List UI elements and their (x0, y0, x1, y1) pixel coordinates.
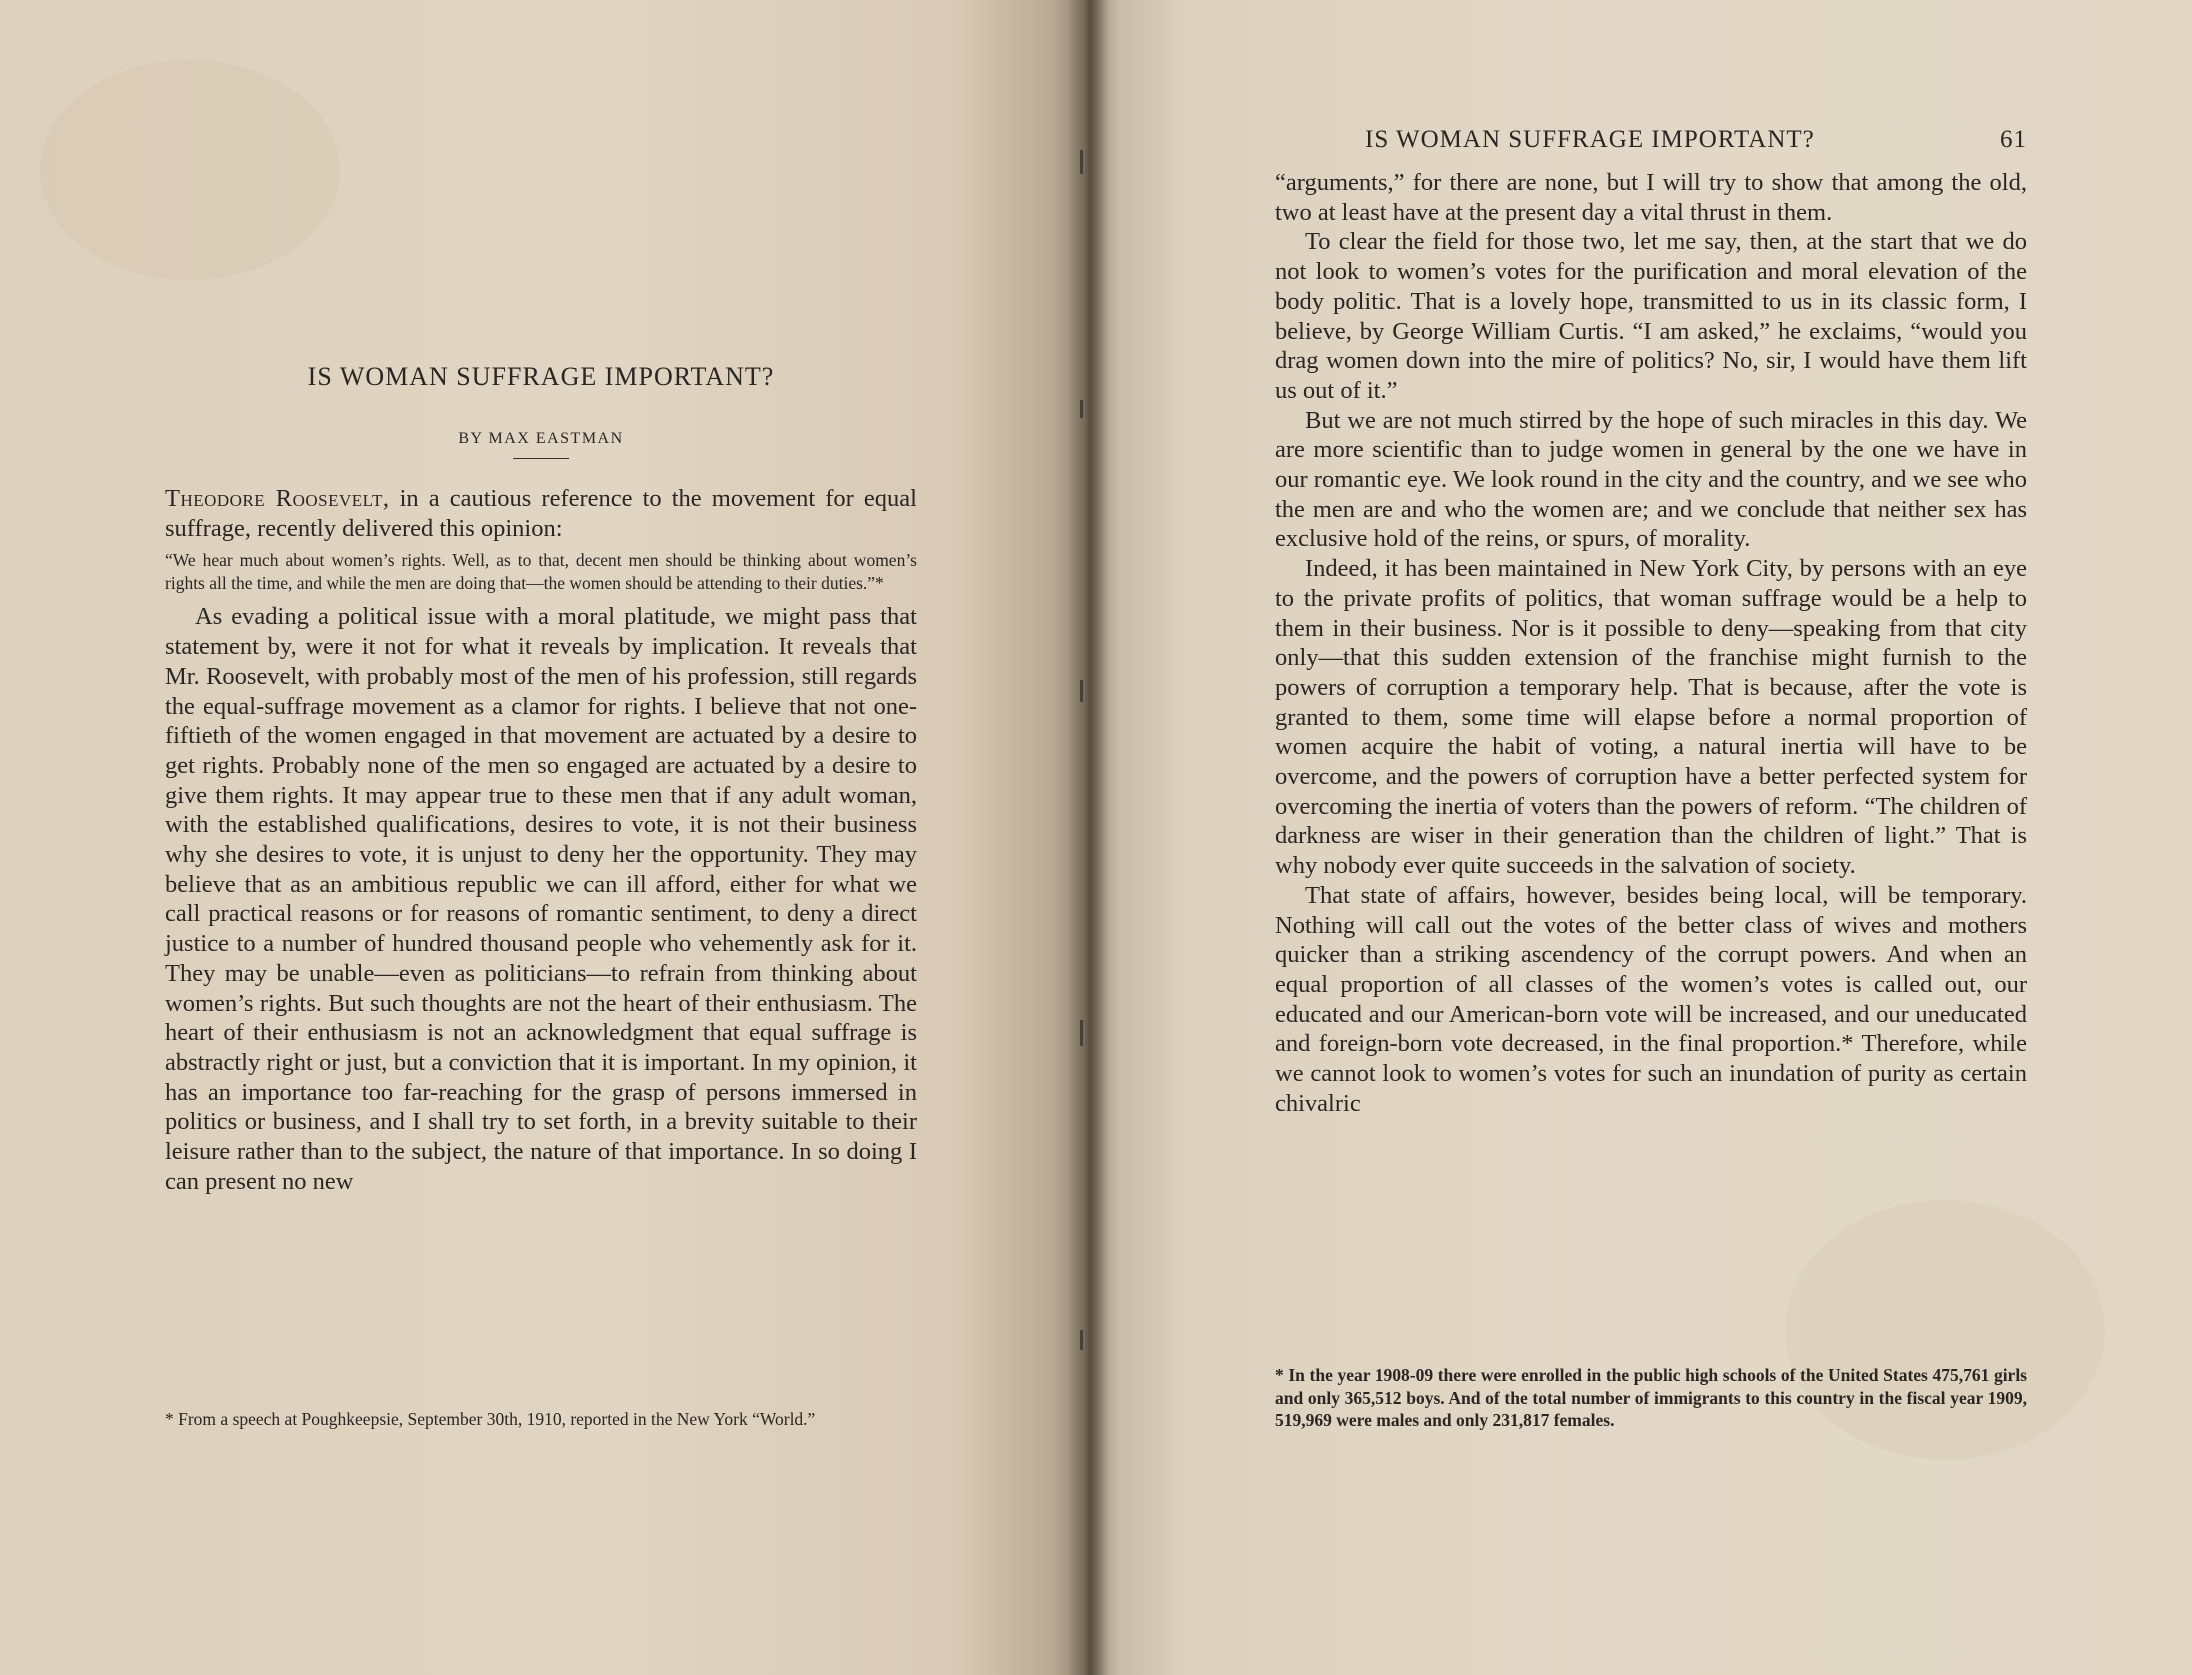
page-stain (40, 60, 340, 280)
page-number: 61 (2000, 126, 2027, 153)
running-title: IS WOMAN SUFFRAGE IMPORTANT? (1365, 126, 1815, 153)
binding-stitch (1080, 150, 1083, 174)
body-paragraph: That state of affairs, however, besides being local, will be temporary. Nothing will call out the votes of the better class of wives and mothers quicker than a striking ascendency of the corrupt powers. And when an equal proportion of all classes of the women’s votes is called out, our educated and our American-born vote will be increased, and our uneducated and foreign-born vote decreased, in the final proportion.* Therefore, while we cannot look to women’s votes for such an inundation of purity as certain chivalric (1275, 881, 2027, 1117)
body-paragraph: To clear the field for those two, let me say, then, at the start that we do not look to women’s votes for the purification and moral elevation of the body politic. That is a lovely hope, transmitted to us in its classic form, I believe, by George William Curtis. “I am asked,” he exclaims, “would you drag women down into the mire of politics? No, sir, I would have them lift us out of it.” (1275, 228, 2027, 404)
body-paragraph: “arguments,” for there are none, but I will try to show that among the old, two at least have at the present day a vital thrust in them. (1275, 169, 2027, 226)
binding-stitch (1080, 1020, 1083, 1046)
opening-text: in a cautious reference to the movement for equal suffrage, recently delivered this opinion: (165, 485, 917, 542)
binding-stitch (1080, 680, 1083, 702)
article-byline: BY MAX EASTMAN (458, 430, 624, 447)
body-paragraph: As evading a political issue with a moral platitude, we might pass that statement by, were it not for what it reveals by implication. It reveals that Mr. Roosevelt, with probably most of the men of his profession, still regards the equal-suffrage movement as a clamor for rights. I believe that not one-fiftieth of the women engaged in that movement are actuated by a desire to get rights. Probably none of the men so engaged are actuated by a desire to give them rights. It may appear true to these men that if any adult woman, with the established qualifications, desires to vote, it is not their business why she desires to vote, it is unjust to deny her the opportunity. They may believe that as an ambitious republic we can ill afford, either for what we call practical reasons or for reasons of romantic sentiment, to deny a direct justice to a number of hundred thousand people who vehemently ask for it. They may be unable—even as politicians—to refrain from thinking about women’s rights. But such thoughts are not the heart of their enthusiasm. The heart of their enthusiasm is not an acknowledgment that equal suffrage is abstractly right or just, but a conviction that it is important. In my opinion, it has an importance too far-reaching for the grasp of persons immersed in politics or business, and I shall try to set forth, in a brevity suitable to their leisure rather than to the subject, the nature of that importance. In so doing I can present no new (165, 603, 917, 1195)
binding-stitch (1080, 400, 1083, 418)
body-paragraph: But we are not much stirred by the hope of such miracles in this day. We are more scientific than to judge women in general by the one we have in our romantic eye. We look round in the city and the country, and we see who the men are and who the women are; and we conclude that neither sex has exclusive hold of the reins, or spurs, of morality. (1275, 406, 2027, 553)
left-body (165, 484, 917, 1196)
right-body (1275, 168, 2027, 1119)
roosevelt-quote (165, 549, 917, 594)
opening-paragraph (165, 484, 917, 543)
quote-text: “We hear much about women’s rights. Well, as to that, decent men should be thinking about women’s rights all the time, and while the men are doing that—the women should be attending to their duties.”* (165, 550, 917, 593)
left-footnote: * From a speech at Poughkeepsie, September 30th, 1910, reported in the New York “World.” (165, 1409, 816, 1429)
binding-stitch (1080, 1330, 1083, 1350)
title-rule (513, 458, 569, 459)
right-footnote: * In the year 1908-09 there were enrolled in the public high schools of the United States 475,761 girls and only 365,512 boys. And of the total number of immigrants to this country in the fiscal year 1909, 519,969 were males and only 231,817 females. (1275, 1365, 2027, 1430)
book-gutter (1068, 0, 1108, 1675)
opening-name: Theodore Roosevelt, (165, 485, 390, 512)
body-paragraph: Indeed, it has been maintained in New York City, by persons with an eye to the private profits of politics, that woman suffrage would be a help to them in their business. Nor is it possible to deny—speaking from that city only—that this sudden extension of the franchise might furnish to the powers of corruption a temporary help. That is because, after the vote is granted to them, some time will elapse before a normal proportion of women acquire the habit of voting, a natural inertia will have to be overcome, and the powers of corruption have a better perfected system for overcoming the inertia of voters than the powers of reform. “The children of darkness are wiser in their generation than the children of light.” That is why nobody ever quite succeeds in the salvation of society. (1275, 555, 2027, 880)
article-title: IS WOMAN SUFFRAGE IMPORTANT? (307, 362, 775, 391)
